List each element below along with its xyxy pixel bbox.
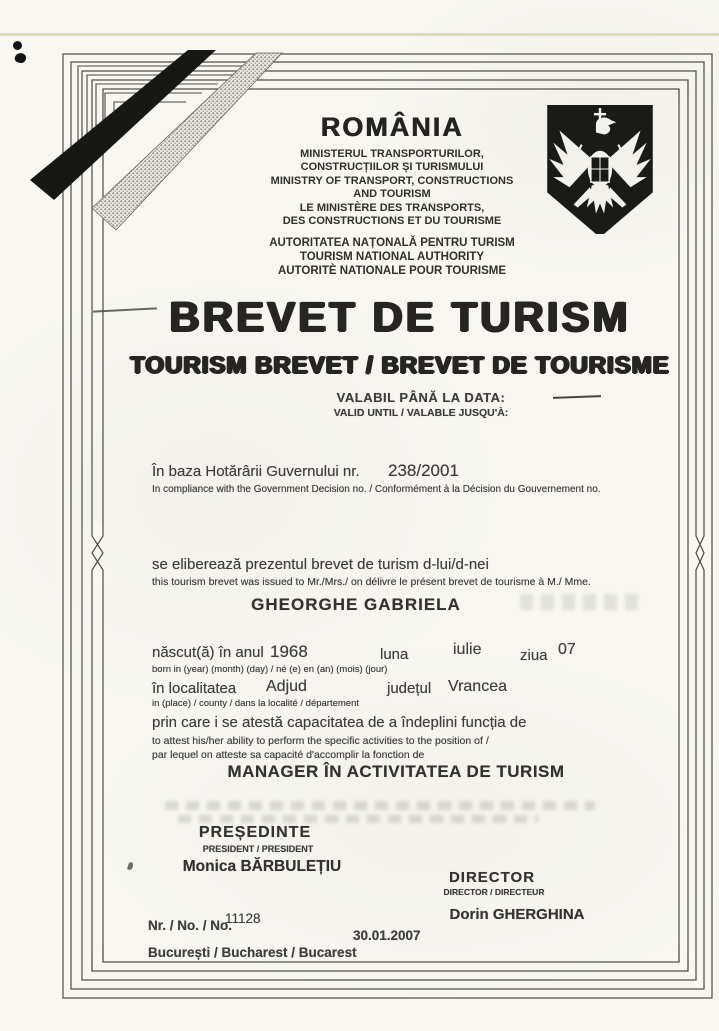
ministry-line: CONSTRUCȚIILOR ȘI TURISMULUI (300, 161, 484, 174)
position-title: MANAGER ÎN ACTIVITATEA DE TURISM (227, 762, 565, 781)
county-label: județul (387, 680, 432, 697)
validity-label-intl: VALID UNTIL / VALABLE JUSQU'À: (333, 407, 509, 419)
director-subtitle: DIRECTOR / DIRECTEUR (443, 887, 545, 897)
director-name: Dorin GHERGHINA (449, 906, 585, 923)
ministry-line: DES CONSTRUCTIONS ET DU TOURISME (282, 215, 502, 228)
letterhead (269, 112, 515, 278)
president-title: PREȘEDINTE (198, 824, 312, 841)
validity-label-ro: VALABIL PÂNĂ LA DATA: (336, 390, 506, 405)
romania-coat-of-arms-icon (543, 102, 657, 238)
ministry-line: AND TOURISM (353, 188, 431, 201)
birthplace-sub-label: in (place) / county / dans la localité / département (152, 698, 360, 709)
holder-name: GHEORGHE GABRIELA (251, 595, 461, 614)
birth-day-label: ziua (520, 647, 548, 664)
birth-day-value: 07 (558, 641, 576, 658)
president-name: Monica BĂRBULEȚIU (182, 858, 342, 875)
birth-year-label: născut(ă) în anul (152, 644, 264, 661)
issue-label-intl: this tourism brevet was issued to Mr./Mrs./ on délivre le présent brevet de tourisme à M./ Mme. (152, 576, 591, 588)
scan-ghost-text (165, 801, 595, 810)
country-title: ROMÂNIA (320, 112, 464, 142)
ministry-line: MINISTRY OF TRANSPORT, CONSTRUCTIONS (270, 174, 514, 187)
birthplace-value: Adjud (266, 678, 307, 695)
document-subtitle: TOURISM BREVET / BREVET DE TOURISME (130, 352, 670, 379)
decision-number-value: 238/2001 (388, 461, 459, 480)
certificate-number-label: Nr. / No. / No. (148, 918, 233, 933)
birth-month-value: iulie (453, 641, 482, 658)
birth-month-label: luna (380, 646, 409, 663)
document-title: BREVET DE TURISM (169, 293, 631, 340)
director-title: DIRECTOR (448, 869, 536, 886)
decision-basis-label: În baza Hotărârii Guvernului nr. (152, 463, 360, 480)
authority-line: AUTORITATEA NAȚONALĂ PENTRU TURISM (269, 237, 515, 250)
certificate-number-value: 11128 (225, 911, 261, 926)
decision-basis-label-intl: In compliance with the Government Decision no. / Conformément à la Décision du Gouvernement no. (152, 484, 601, 495)
authority-line: AUTORITÈ NATIONALE POUR TOURISME (277, 264, 507, 277)
ministry-line: MINISTERUL TRANSPORTURILOR, (300, 148, 484, 160)
authority-line: TOURISM NATIONAL AUTHORITY (299, 251, 485, 264)
attestation-label-fr: par lequel on atteste sa capacité d'accomplir la fonction de (152, 749, 425, 761)
attestation-label-en: to attest his/her ability to perform the specific activities to the position of / (152, 735, 489, 747)
scan-ghost-text (520, 594, 638, 610)
birth-year-value: 1968 (270, 642, 308, 661)
scan-ghost-text (178, 815, 538, 823)
city-line: București / Bucharest / Bucarest (148, 945, 357, 960)
issue-date: 30.01.2007 (353, 928, 421, 943)
birthplace-label: în localitatea (152, 680, 237, 697)
attestation-label-ro: prin care i se atestă capacitatea de a îndeplini funcția de (152, 714, 527, 731)
ministry-line: LE MINISTÈRE DES TRANSPORTS, (299, 201, 485, 214)
county-value: Vrancea (448, 678, 507, 695)
issue-label-ro: se eliberează prezentul brevet de turism d-lui/d-nei (152, 556, 489, 573)
birth-sub-label: born in (year) (month) (day) / né (e) en (an) (mois) (jour) (152, 664, 388, 675)
president-subtitle: PRESIDENT / PRESIDENT (202, 844, 314, 854)
